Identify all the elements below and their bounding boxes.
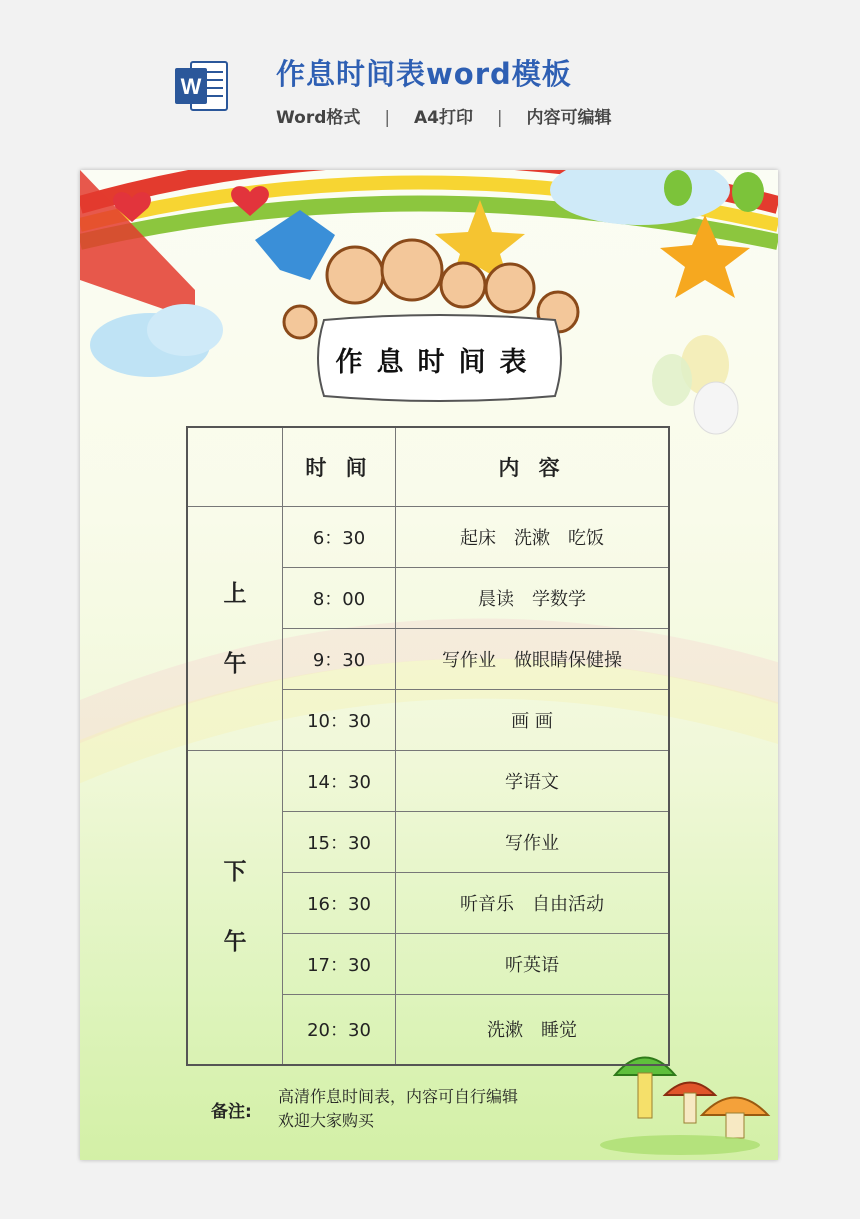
content-cell: 写作业 做眼睛保健操 — [396, 629, 670, 690]
time-cell: 6：30 — [283, 507, 396, 568]
table-header-content: 内 容 — [396, 427, 670, 507]
schedule-table — [186, 426, 670, 1066]
document-title: 作息时间表 — [335, 347, 541, 378]
content-cell: 写作业 — [396, 812, 670, 873]
document-page — [80, 170, 778, 1160]
table-row — [187, 751, 669, 812]
time-cell: 16：30 — [283, 873, 396, 934]
time-cell: 20：30 — [283, 995, 396, 1065]
time-cell: 9：30 — [283, 629, 396, 690]
table-header-cell — [187, 427, 283, 507]
word-document-icon — [175, 60, 229, 112]
table-header-time: 时 间 — [283, 427, 396, 507]
time-cell: 10：30 — [283, 690, 396, 751]
notes-line: 高清作息时间表，内容可自行编辑 — [278, 1087, 519, 1106]
content-cell: 晨读 学数学 — [396, 568, 670, 629]
editable-tag: 内容可编辑 — [526, 108, 612, 128]
content-cell: 听音乐 自由活动 — [396, 873, 670, 934]
content-cell: 学语文 — [396, 751, 670, 812]
notes-label: 备注: — [211, 1102, 252, 1122]
period-afternoon: 下 午 — [187, 751, 283, 1065]
separator: | — [384, 108, 391, 128]
listing-title: 作息时间表word模板 — [276, 57, 572, 91]
listing-subtitle — [276, 103, 612, 128]
content-cell: 洗漱 睡觉 — [396, 995, 670, 1065]
table-row — [187, 507, 669, 568]
notes-text — [278, 1085, 518, 1133]
time-cell: 15：30 — [283, 812, 396, 873]
time-cell: 8：00 — [283, 568, 396, 629]
format-tag: Word格式 — [276, 108, 361, 128]
content-cell: 听英语 — [396, 934, 670, 995]
time-cell: 17：30 — [283, 934, 396, 995]
print-tag: A4打印 — [413, 108, 473, 128]
period-morning: 上 午 — [187, 507, 283, 751]
content-cell: 起床 洗漱 吃饭 — [396, 507, 670, 568]
content-cell: 画 画 — [396, 690, 670, 751]
notes-line: 欢迎大家购买 — [278, 1111, 375, 1130]
listing-header — [0, 0, 860, 165]
svg-text:W: W — [180, 74, 202, 99]
separator: | — [496, 108, 503, 128]
time-cell: 14：30 — [283, 751, 396, 812]
table-header-row — [187, 427, 669, 507]
